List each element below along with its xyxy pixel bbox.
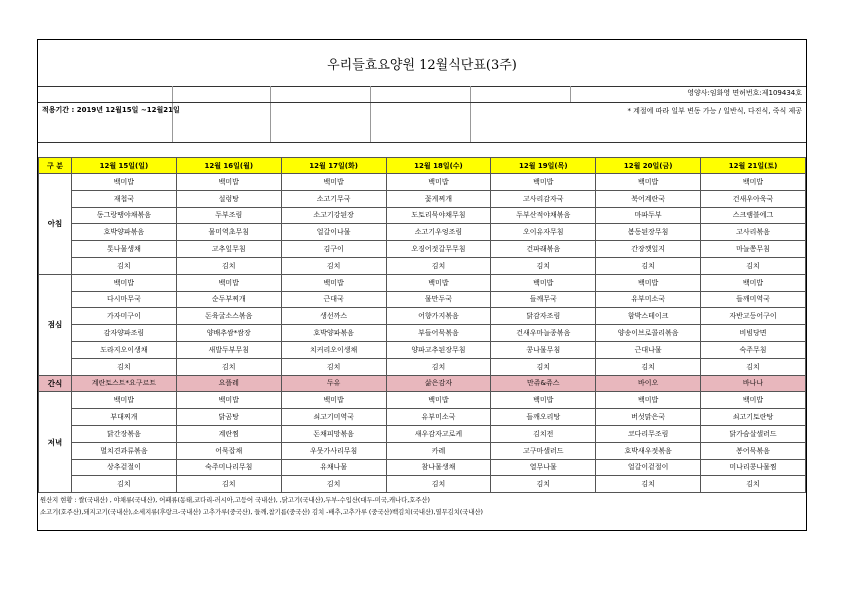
menu-item: 호박양파볶음 xyxy=(72,224,177,241)
menu-item: 김치 xyxy=(491,257,596,274)
menu-item: 백미밥 xyxy=(72,392,177,409)
menu-item: 근대국 xyxy=(281,291,386,308)
menu-item: 북어계란국 xyxy=(596,190,701,207)
menu-item: 어묵잡채 xyxy=(176,442,281,459)
menu-item: 김치 xyxy=(281,358,386,375)
header-day: 12월 16일(월) xyxy=(176,158,281,174)
meta-block xyxy=(38,86,806,142)
menu-item: 김치전 xyxy=(491,425,596,442)
menu-item: 물미역초무침 xyxy=(176,224,281,241)
menu-item: 김치 xyxy=(176,358,281,375)
menu-item: 김치 xyxy=(596,358,701,375)
menu-item: 김치 xyxy=(491,476,596,493)
menu-item: 봉어묵볶음 xyxy=(701,442,806,459)
notice-text: * 계절에 따라 일부 변동 가능 / 일반식, 다진식, 죽식 제공 xyxy=(627,107,802,115)
page-title: 우리들효요양원 12월식단표(3주) xyxy=(327,57,517,73)
menu-item: 도토리묵야채무침 xyxy=(386,207,491,224)
menu-item: 건새우아욱국 xyxy=(701,190,806,207)
menu-item: 가자미구이 xyxy=(72,308,177,325)
header-day: 12월 19일(목) xyxy=(491,158,596,174)
divider xyxy=(370,86,371,142)
menu-item: 설렁탕 xyxy=(176,190,281,207)
menu-item: 꽃게찌개 xyxy=(386,190,491,207)
menu-item: 백미밥 xyxy=(386,274,491,291)
menu-item: 상추겉절이 xyxy=(72,459,177,476)
menu-item: 백미밥 xyxy=(701,392,806,409)
menu-row xyxy=(39,274,806,291)
menu-item: 김치 xyxy=(701,257,806,274)
menu-row xyxy=(39,325,806,342)
menu-item: 김치 xyxy=(701,358,806,375)
menu-item: 고사리감자국 xyxy=(491,190,596,207)
menu-item: 백미밥 xyxy=(701,274,806,291)
menu-item: 닭감자조림 xyxy=(491,308,596,325)
menu-item: 열무나물 xyxy=(491,459,596,476)
menu-item: 김치 xyxy=(701,476,806,493)
menu-item: 김구이 xyxy=(281,241,386,258)
menu-item: 들깨무국 xyxy=(491,291,596,308)
menu-item: 두부조림 xyxy=(176,207,281,224)
menu-item: 스크램블에그 xyxy=(701,207,806,224)
menu-item: 새발두부무침 xyxy=(176,341,281,358)
divider xyxy=(38,142,806,143)
header-row xyxy=(39,158,806,174)
menu-item: 오징어젓갈무무침 xyxy=(386,241,491,258)
menu-item: 닭가슴살샐러드 xyxy=(701,425,806,442)
menu-row xyxy=(39,341,806,358)
meal-label: 저녁 xyxy=(39,392,72,493)
menu-item: 순두부찌개 xyxy=(176,291,281,308)
menu-item: 감자양파조림 xyxy=(72,325,177,342)
menu-item: 유채나물 xyxy=(281,459,386,476)
menu-item: 계란찜 xyxy=(176,425,281,442)
menu-item: 카레 xyxy=(386,442,491,459)
menu-item: 백미밥 xyxy=(281,274,386,291)
menu-row xyxy=(39,442,806,459)
header-day: 12월 18일(수) xyxy=(386,158,491,174)
menu-item: 양배추쌈*쌈장 xyxy=(176,325,281,342)
menu-item: 버섯맑은국 xyxy=(596,409,701,426)
menu-item: 근대나물 xyxy=(596,341,701,358)
menu-item: 김치 xyxy=(386,476,491,493)
menu-item: 숙주무침 xyxy=(701,341,806,358)
menu-item: 양송이브로콜리볶음 xyxy=(596,325,701,342)
menu-item: 김치 xyxy=(176,476,281,493)
menu-item: 소고기우엉조림 xyxy=(386,224,491,241)
menu-item: 쇠고기미역국 xyxy=(281,409,386,426)
menu-row xyxy=(39,392,806,409)
menu-item: 쇠고기토란탕 xyxy=(701,409,806,426)
menu-item: 닭곰탕 xyxy=(176,409,281,426)
menu-row xyxy=(39,476,806,493)
dietitian-info: 영양사:임화영 면허번호:제109434호 xyxy=(687,89,802,97)
menu-item: 생선까스 xyxy=(281,308,386,325)
menu-item: 김치 xyxy=(386,358,491,375)
menu-row xyxy=(39,291,806,308)
menu-item: 백미밥 xyxy=(386,174,491,191)
menu-item: 마파두부 xyxy=(596,207,701,224)
menu-item: 닭간장볶음 xyxy=(72,425,177,442)
menu-item: 백미밥 xyxy=(596,392,701,409)
menu-table xyxy=(38,157,806,493)
divider xyxy=(38,102,806,103)
menu-item: 얼갈이나물 xyxy=(281,224,386,241)
menu-item: 간장깻잎지 xyxy=(596,241,701,258)
menu-item: 백미밥 xyxy=(176,392,281,409)
menu-row xyxy=(39,257,806,274)
menu-item: 콩나물무침 xyxy=(491,341,596,358)
menu-row xyxy=(39,308,806,325)
menu-item: 바이오 xyxy=(596,375,701,392)
header-category: 구 분 xyxy=(39,158,72,174)
divider xyxy=(570,86,571,102)
menu-item: 백미밥 xyxy=(176,174,281,191)
menu-item: 부들어묵볶음 xyxy=(386,325,491,342)
menu-item: 얼갈이겉절이 xyxy=(596,459,701,476)
menu-item: 들깨미역국 xyxy=(701,291,806,308)
menu-item: 김치 xyxy=(72,358,177,375)
menu-item: 미나리콩나물찜 xyxy=(701,459,806,476)
menu-row xyxy=(39,409,806,426)
menu-item: 백미밥 xyxy=(176,274,281,291)
menu-item: 어향가지볶음 xyxy=(386,308,491,325)
divider xyxy=(470,86,471,142)
menu-row xyxy=(39,358,806,375)
application-period: 적용기간 : 2019년 12월15일 ~12월21일 xyxy=(42,106,180,114)
menu-item: 봄동된장무침 xyxy=(596,224,701,241)
meal-label: 점심 xyxy=(39,274,72,375)
menu-item: 우뭇가사리무침 xyxy=(281,442,386,459)
divider xyxy=(270,86,271,142)
menu-item: 오이유자무침 xyxy=(491,224,596,241)
menu-item: 소고기강된장 xyxy=(281,207,386,224)
menu-item: 김치 xyxy=(176,257,281,274)
menu-item: 건파래볶음 xyxy=(491,241,596,258)
menu-item: 두유 xyxy=(281,375,386,392)
header-day: 12월 20일(금) xyxy=(596,158,701,174)
menu-item: 다시마무국 xyxy=(72,291,177,308)
menu-item: 백미밥 xyxy=(596,274,701,291)
menu-item: 삶은감자 xyxy=(386,375,491,392)
origin-line-1: 원산지 현황 : 쌀(국내산) , 야채류(국내산), 어패류(동태,코다리-러시아,고등어 국내산), ,닭고기(국내산),두부-수입산(대두-미국,캐나다,호주산) xyxy=(40,497,430,504)
menu-item: 김치 xyxy=(596,476,701,493)
menu-item: 요플레 xyxy=(176,375,281,392)
menu-item: 도라지오이생채 xyxy=(72,341,177,358)
menu-item: 백미밥 xyxy=(491,392,596,409)
menu-item: 동그랑땡야채볶음 xyxy=(72,207,177,224)
menu-item: 호박새우젓볶음 xyxy=(596,442,701,459)
origin-line-2: 소고기(호주산),돼지고기(국내산),소세지류(후랑크-국내산) 고추가루(중국산), 들깨,참기름(중국산) 김치 -배추,고추가루 (중국산)백김치(국내산),열무김치(국내산) xyxy=(40,509,484,516)
header-day: 12월 15일(일) xyxy=(72,158,177,174)
menu-item: 물만두국 xyxy=(386,291,491,308)
menu-row xyxy=(39,174,806,191)
menu-item: 돈육굴소스볶음 xyxy=(176,308,281,325)
meal-label: 간식 xyxy=(39,375,72,392)
menu-row xyxy=(39,425,806,442)
menu-item: 치커리오이생채 xyxy=(281,341,386,358)
menu-item: 김치 xyxy=(72,257,177,274)
menu-item: 계란토스트*요구르트 xyxy=(72,375,177,392)
menu-sheet xyxy=(37,39,807,531)
menu-item: 들깨오리탕 xyxy=(491,409,596,426)
menu-item: 김치 xyxy=(386,257,491,274)
menu-item: 건새우마늘종볶음 xyxy=(491,325,596,342)
menu-item: 참나물생채 xyxy=(386,459,491,476)
menu-row xyxy=(39,241,806,258)
menu-item: 김치 xyxy=(596,257,701,274)
menu-item: 고사리볶음 xyxy=(701,224,806,241)
menu-item: 고구마샐러드 xyxy=(491,442,596,459)
menu-item: 비빔당면 xyxy=(701,325,806,342)
menu-item: 백미밥 xyxy=(281,174,386,191)
menu-item: 톳나물생채 xyxy=(72,241,177,258)
menu-item: 소고기무국 xyxy=(281,190,386,207)
menu-row xyxy=(39,207,806,224)
menu-item: 자반고등어구이 xyxy=(701,308,806,325)
menu-item: 백미밥 xyxy=(72,174,177,191)
menu-item: 양파고추된장무침 xyxy=(386,341,491,358)
menu-item: 함박스테이크 xyxy=(596,308,701,325)
menu-item: 멸치견과류볶음 xyxy=(72,442,177,459)
menu-row xyxy=(39,224,806,241)
menu-item: 바나나 xyxy=(701,375,806,392)
menu-item: 김치 xyxy=(281,257,386,274)
header-day: 12월 17일(화) xyxy=(281,158,386,174)
menu-item: 백미밥 xyxy=(596,174,701,191)
menu-item: 만쥬&쥬스 xyxy=(491,375,596,392)
menu-item: 새우감자고로케 xyxy=(386,425,491,442)
menu-item: 백미밥 xyxy=(386,392,491,409)
menu-item: 김치 xyxy=(72,476,177,493)
menu-item: 돈채피망볶음 xyxy=(281,425,386,442)
menu-row xyxy=(39,190,806,207)
menu-item: 유부미소국 xyxy=(386,409,491,426)
header-day: 12월 21일(토) xyxy=(701,158,806,174)
menu-item: 백미밥 xyxy=(701,174,806,191)
menu-item: 백미밥 xyxy=(491,274,596,291)
origin-info xyxy=(38,495,808,519)
meal-label: 아침 xyxy=(39,174,72,275)
menu-item: 마늘쫑무침 xyxy=(701,241,806,258)
menu-item: 김치 xyxy=(281,476,386,493)
menu-row xyxy=(39,459,806,476)
menu-item: 고추잎무침 xyxy=(176,241,281,258)
menu-item: 숙주미나리무침 xyxy=(176,459,281,476)
menu-item: 김치 xyxy=(491,358,596,375)
menu-item: 유부미소국 xyxy=(596,291,701,308)
menu-item: 백미밥 xyxy=(72,274,177,291)
snack-row xyxy=(39,375,806,392)
menu-item: 백미밥 xyxy=(491,174,596,191)
menu-item: 호박양파볶음 xyxy=(281,325,386,342)
menu-item: 두부산적야채볶음 xyxy=(491,207,596,224)
menu-item: 재첩국 xyxy=(72,190,177,207)
menu-item: 부대찌개 xyxy=(72,409,177,426)
menu-item: 코다리무조림 xyxy=(596,425,701,442)
menu-item: 백미밥 xyxy=(281,392,386,409)
